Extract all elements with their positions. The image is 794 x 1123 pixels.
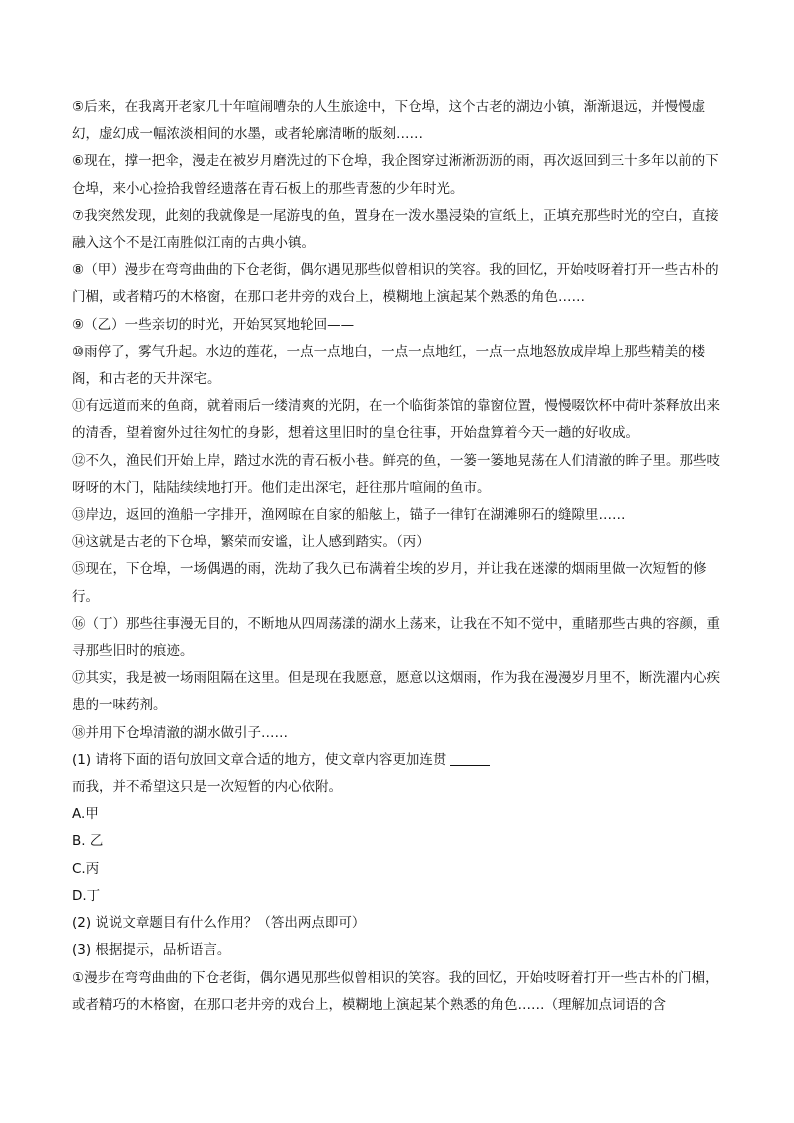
paragraph-9: ⑨（乙）一些亲切的时光，开始冥冥地轮回—— [72,316,355,333]
question-2: (2) 说说文章题目有什么作用？（答出两点即可） [72,915,366,932]
question-3-item-1: ①漫步在弯弯曲曲的下仓老街，偶尔遇见那些似曾相识的笑容。我的回忆，开始吱呀着打开一些古朴的门楣，或者精巧的木格窗，在那口老井旁的戏台上，模糊地上演起某个熟悉的角色……（理解加点词语的含 [72,969,719,1013]
paragraph-13: ⑬岸边，返回的渔船一字排开，渔网晾在自家的船舷上，锚子一律钉在湖滩卵石的缝隙里…… [72,507,626,524]
question-1-prompt [72,747,732,774]
paragraph-6: ⑥现在，撑一把伞，漫走在被岁月磨洗过的下仓埠，我企图穿过淅淅沥沥的雨，再次返回到三十多年以前的下仓埠，来小心捡拾我曾经遗落在青石板上的那些青葱的少年时光。 [72,153,719,197]
paragraph-17: ⑰其实，我是被一场雨阻隔在这里。但是现在我愿意，愿意以这烟雨，作为我在漫漫岁月里不，断洗濯内心疾患的一味药剂。 [72,670,720,714]
paragraph-5: ⑤后来，在我离开老家几十年喧闹嘈杂的人生旅途中，下仓埠，这个古老的湖边小镇，渐渐退远，并慢慢虚幻，虚幻成一幅浓淡相间的水墨，或者轮廓清晰的版刻…… [72,99,706,143]
paragraph-16: ⑯（丁）那些往事漫无目的，不断地从四周荡漾的湖水上荡来，让我在不知不觉中，重睹那些古典的容颜，重寻那些旧时的痕迹。 [72,615,720,660]
option-d[interactable]: D.丁 [72,887,101,904]
option-b[interactable]: B. 乙 [72,833,104,850]
paragraph-12: ⑫不久，渔民们开始上岸，踏过水洗的青石板小巷。鲜亮的鱼，一篓一篓地晃荡在人们清澈的眸子里。那些吱呀呀的木门，陆陆续续地打开。他们走出深宅，赶往那片喧闹的鱼市。 [72,452,720,496]
paragraph-11: ⑪有远道而来的鱼商，就着雨后一缕清爽的光阴，在一个临街茶馆的靠窗位置，慢慢啜饮杯中荷叶茶释放出来的清香，望着窗外过往匆忙的身影，想着这里旧时的皇仓往事，开始盘算着今天一趟的好收成。 [72,398,720,442]
paragraph-10: ⑩雨停了，雾气升起。水边的莲花，一点一点地白，一点一点地红，一点一点地怒放成岸埠上那些精美的楼阁，和古老的天井深宅。 [72,343,706,388]
option-c[interactable]: C.丙 [72,860,100,877]
paragraph-8: ⑧（甲）漫步在弯弯曲曲的下仓老街，偶尔遇见那些似曾相识的笑容。我的回忆，开始吱呀着打开一些古朴的门楣，或者精巧的木格窗，在那口老井旁的戏台上，模糊地上演起某个熟悉的角色…… [72,262,719,306]
question-1-sentence: 而我，并不希望这只是一次短暂的内心依附。 [72,779,342,796]
paragraph-14: ⑭这就是古老的下仓埠，繁荣而安谧，让人感到踏实。（丙） [72,534,430,551]
option-a[interactable]: A.甲 [72,806,99,823]
question-1-text: (1) 请将下面的语句放回文章合适的地方，使文章内容更加连贯 [72,751,447,768]
paragraph-15: ⑮现在，下仓埠，一场偶遇的雨，洗劫了我久已布满着尘埃的岁月，并让我在迷濛的烟雨里做一次短暂的修行。 [72,561,707,605]
answer-blank[interactable] [450,751,490,766]
question-3-prompt: (3) 根据提示，品析语言。 [72,942,231,959]
paragraph-7: ⑦我突然发现，此刻的我就像是一尾游曳的鱼，置身在一泼水墨浸染的宣纸上，正填充那些时光的空白，直接融入这个不是江南胜似江南的古典小镇。 [72,207,719,252]
paragraph-18: ⑱并用下仓埠清澈的湖水做引子…… [72,724,288,741]
document-page [72,94,732,1019]
